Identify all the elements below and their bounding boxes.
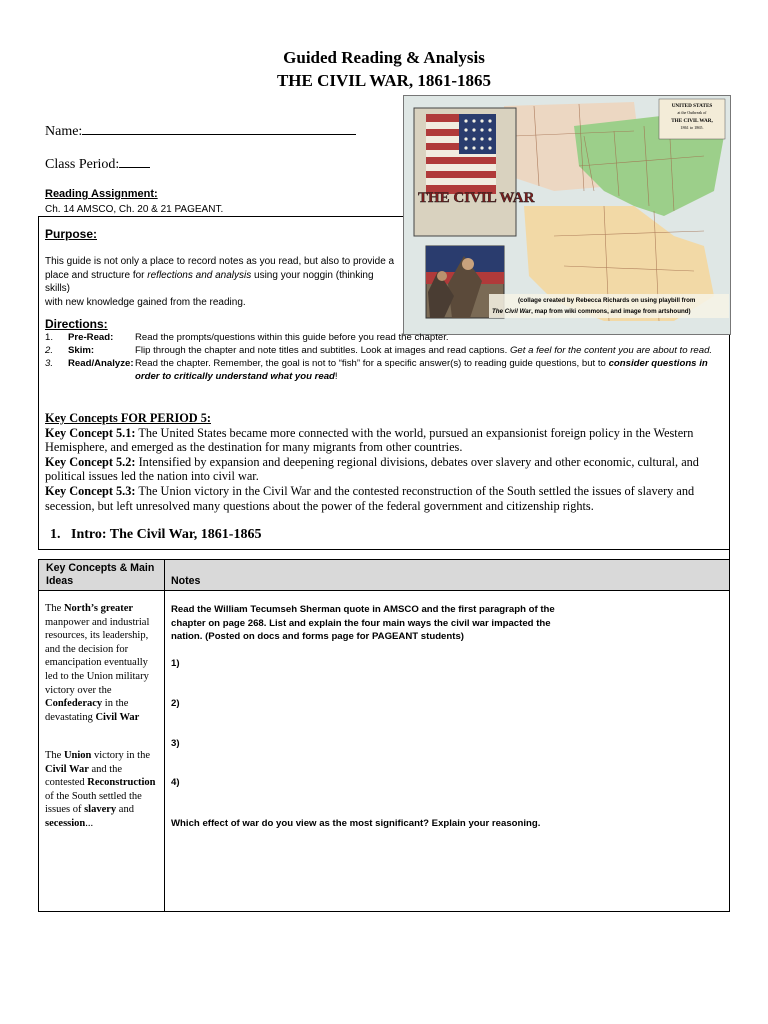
answer-3-label: 3) [171,738,180,749]
document-title: Guided Reading & Analysis [283,48,485,67]
purpose-heading: Purpose: [45,227,98,241]
frame-tail-bottom [280,549,729,550]
answer-1-label: 1) [171,658,180,669]
direction-item-1: 1. Pre-Read: Read the prompts/questions within this guide before you read the chapter. [45,332,449,343]
map-title-2: at the Outbreak of [677,110,707,115]
collage-caption-line-1: (collage created by Rebecca Richards on using playbill from [518,297,696,304]
collage-banner-text: THE CIVIL WAR [418,190,535,206]
map-title-1: UNITED STATES [671,103,713,109]
key-concept-5-1: Key Concept 5.1: The United States became more connected with the world, pursued an expansionist foreign policy in the Western Hemisphere, and emerged as the destination for many migrants from other countries. [45,425,694,455]
direction-item-2: 2. Skim: Flip through the chapter and note titles and subtitles. Look at images and read captions. Get a feel for the content you are about to read. [45,345,713,356]
collage-caption-line-2: The Civil War, map from wiki commons, and image from artshound) [492,308,691,315]
answer-4-label: 4) [171,777,180,788]
direction-item-3: 3. Read/Analyze: Read the chapter. Remember, the goal is not to “fish” for a specific answer(s) to reading guide questions, but to consider questions in order to critically understand what you read! [45,358,708,383]
name-blank[interactable] [82,134,356,135]
section-heading: 1. Intro: The Civil War, 1861-1865 [50,527,262,542]
directions-heading: Directions: [45,317,108,331]
key-concept-5-2: Key Concept 5.2: Intensified by expansion and deepening regional divisions, debates over slavery and other economic, cultural, and political issues led the nation into civil war. [45,454,699,484]
document-subtitle: THE CIVIL WAR, 1861-1865 [276,71,492,90]
notes-prompt: Read the William Tecumseh Sherman quote in AMSCO and the first paragraph of the chapter on page 268. List and explain the four main ways the civil war impacted the nation. (Posted on docs and forms page for PAGEANT students) [171,604,555,642]
key-concepts-heading: Key Concepts FOR PERIOD 5: [45,411,211,425]
civil-war-map-illustration [404,96,730,334]
name-field[interactable] [45,124,356,140]
table-column-divider [164,560,165,911]
reading-assignment-text: Ch. 14 AMSCO, Ch. 20 & 21 PAGEANT. [45,204,224,215]
key-concept-5-3: Key Concept 5.3: The Union victory in the Civil War and the contested reconstruction of the South settled the issues of slavery and secession, but left unresolved many questions about the power of the federal government and citizenship rights. [45,483,695,513]
col-header-notes: Notes [171,575,201,587]
notes-table [38,559,730,912]
key-concepts-block [45,411,725,513]
directions-list [45,331,728,385]
civil-war-collage-image [403,95,731,335]
purpose-line-1: This guide is not only a place to record notes as you read, but also to provide a [45,256,395,267]
class-period-field[interactable] [45,157,150,173]
main-idea-2: The Union victory in the Civil War and the contested Reconstruction of the South settled the issues of slavery and secession... [45,750,156,829]
final-question: Which effect of war do you view as the most significant? Explain your reasoning. [171,818,541,829]
class-period-blank[interactable] [119,167,150,168]
reading-assignment-heading: Reading Assignment: [45,188,158,200]
purpose-line-3: with new knowledge gained from the reading. [45,296,246,308]
map-title-4: 1861 to 1865. [680,125,704,130]
purpose-line-2: place and structure for reflections and analysis using your noggin (thinking skills) [45,269,374,294]
main-idea-1: The North’s greater manpower and industrial resources, its leadership, and the decision for emancipation eventually led to the Union military victory over the Confederacy in the devastating Civil War [45,603,150,723]
purpose-text [45,255,400,309]
map-title-3: THE CIVIL WAR, [671,118,713,124]
name-label: Name: [45,124,83,139]
answer-2-label: 2) [171,698,180,709]
col-header-key-concepts: Key Concepts & Main Ideas [46,562,155,587]
class-period-label: Class Period: [45,157,120,172]
